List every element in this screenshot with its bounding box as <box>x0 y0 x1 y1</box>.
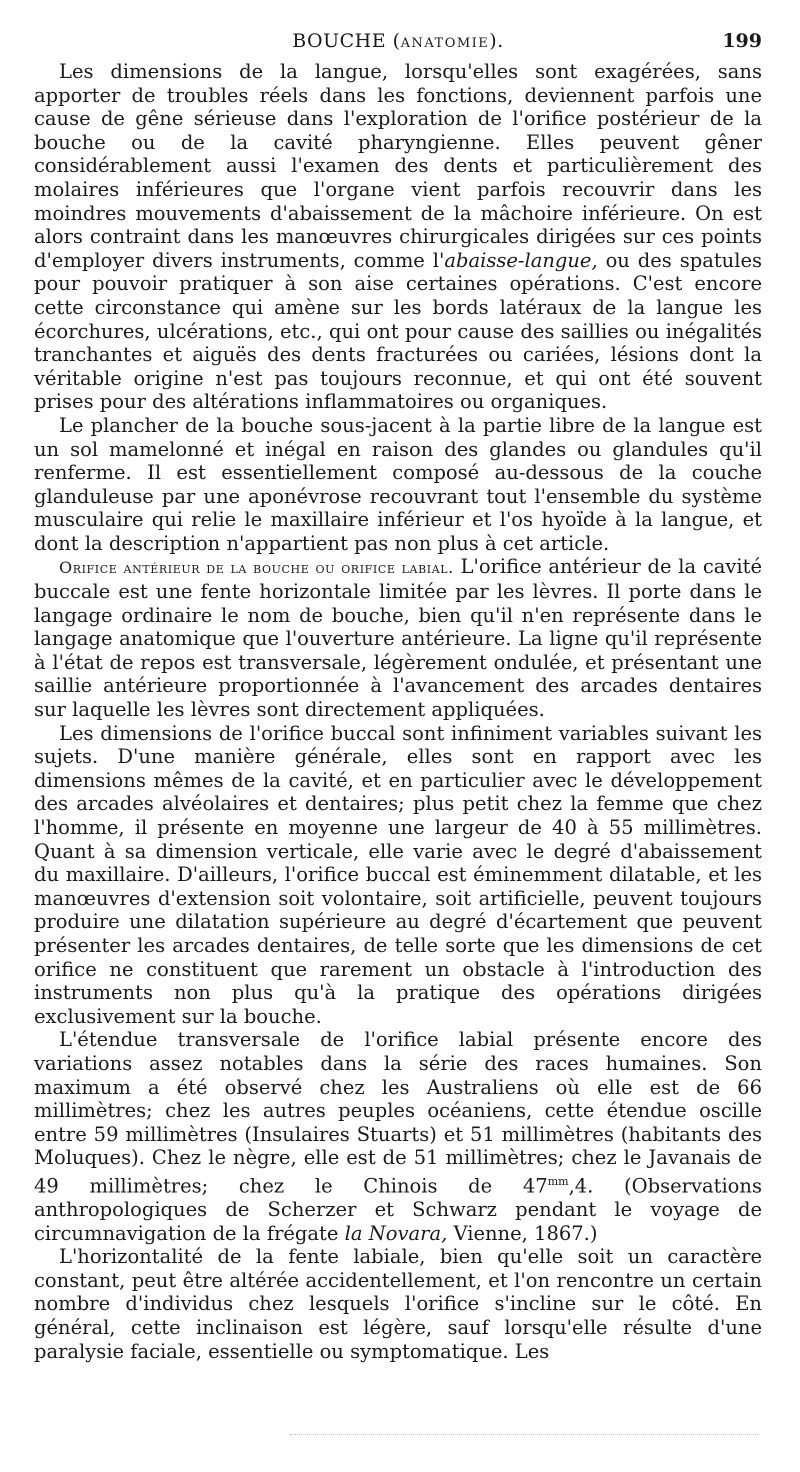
italic-term: la Novara, <box>344 1221 448 1245</box>
paragraph-text: Le plancher de la bouche sous-jacent à la partie libre de la langue est un sol mamelonné et inégal en raison des glandes ou glandules qu'il renferme. Il est essentiellement composé au-dessous de la couche glanduleuse par une aponévrose recouvrant tout l'ensemble du système musculaire qui relie le maxillaire inférieur et l'os hyoïde à la langue, et dont la description n'appartient pas non plus à cet article. <box>34 413 762 555</box>
paragraph-text: Les dimensions de la langue, lorsqu'elles sont exagérées, sans apporter de troubles réels dans les fonctions, deviennent parfois une cause de gêne sérieuse dans l'exploration de l'orifice postérieur de la bouche ou de la cavité pharyngienne. Elles peuvent gêner considérablement aussi l'examen des dents et particulièrement des molaires inférieures que l'organe vient parfois recouvrir dans les moindres mouvements d'abaissement de la mâchoire inférieure. On est alors contraint dans les manœuvres chirurgicales dirigées sur ces points d'employer divers instruments, comme l' <box>34 60 762 272</box>
body-text <box>34 60 762 1363</box>
paragraph-transverse-extent <box>34 1028 762 1245</box>
running-title <box>34 30 762 52</box>
italic-term: abaisse-langue, <box>444 248 598 272</box>
running-title-main: BOUCHE ( <box>292 30 401 52</box>
running-title-subtitle: ANATOMIE <box>400 36 490 51</box>
page-number: 199 <box>722 30 762 52</box>
paragraph-orifice-dimensions <box>34 722 762 1029</box>
paragraph-text: ou des spatules pour pouvoir pratiquer à son aise certaines opérations. C'est encore cette circonstance qui amène sur les bords latéraux de la langue les écorchures, ulcérations, etc., qui ont pour cause des saillies ou inégalités tranchantes et aiguës des dents fracturées ou cariées, lésions dont la véritable origine n'est pas toujours reconnue, et qui ont été souvent prises pour des altérations inflammatoires ou organiques. <box>34 248 762 414</box>
paragraph-text: L'étendue transversale de l'orifice labial présente encore des variations assez notables dans la série des races humaines. Son maximum a été observé chez les Australiens où elle est de 66 millimètres; chez les autres peuples océaniens, cette étendue oscille entre 59 millimètres (Insulaires Stuarts) et 51 millimètres (habitants des Moluques). Chez le nègre, elle est de 51 millimètres; chez le Javanais de 49 millimètres; chez le Chinois de 47 <box>34 1028 762 1198</box>
paragraph-text: L'horizontalité de la fente labiale, bien qu'elle soit un caractère constant, peut être altérée accidentellement, et l'on rencontre un certain nombre d'individus chez lesquels l'orifice s'incline sur le côté. En général, cette inclinaison est légère, sauf lorsqu'elle résulte d'une paralysie faciale, essentielle ou symptomatique. Les <box>34 1245 762 1363</box>
paragraph-horizontality <box>34 1245 762 1363</box>
paragraph-text: Vienne, 1867.) <box>447 1221 598 1245</box>
section-heading: Orifice antérieur de la bouche ou orifice labial. <box>59 558 454 578</box>
paragraph-text: Les dimensions de l'orifice buccal sont infiniment variables suivant les sujets. D'une manière générale, elles sont en rapport avec les dimensions mêmes de la cavité, et en particulier avec le développement des arcades alvéolaires et dentaires; plus petit chez la femme que chez l'homme, il présente en moyenne une largeur de 40 à 55 millimètres. Quant à sa dimension verticale, elle varie avec le degré d'abaissement du maxillaire. D'ailleurs, l'orifice buccal est éminemment dilatable, et les manœuvres d'extension soit volontaire, soit artificielle, peuvent toujours produire une dilatation supérieure au degré d'écartement que peuvent présenter les arcades dentaires, de telle sorte que les dimensions de cet orifice ne constituent que rarement un obstacle à l'introduction des instruments non plus qu'à la pratique des opérations dirigées exclusivement sur la bouche. <box>34 721 762 1028</box>
page-header <box>34 30 762 58</box>
paragraph-anterior-orifice <box>34 555 762 721</box>
paragraph-mouth-floor <box>34 414 762 556</box>
unit-superscript: mm <box>547 1174 569 1188</box>
bottom-bleed-through-line <box>290 1434 760 1435</box>
paragraph-text: ,4. (Observations anthropologiques de Scherzer et Schwarz pendant le voyage de circumnavigation de la frégate <box>34 1174 762 1245</box>
running-title-end: ). <box>489 30 504 52</box>
paragraph-tongue-dimensions <box>34 60 762 414</box>
paragraph-text: L'orifice antérieur de la cavité buccale est une fente horizontale limitée par les lèvres. Il porte dans le langage ordinaire le nom de bouche, bien qu'il n'en représente dans le langage anatomique que l'ouverture antérieure. La ligne qu'il représente à l'état de repos est transversale, légèrement ondulée, et présentant une saillie antérieure proportionnée à l'avancement des arcades dentaires sur laquelle les lèvres sont directement appliquées. <box>34 555 762 722</box>
